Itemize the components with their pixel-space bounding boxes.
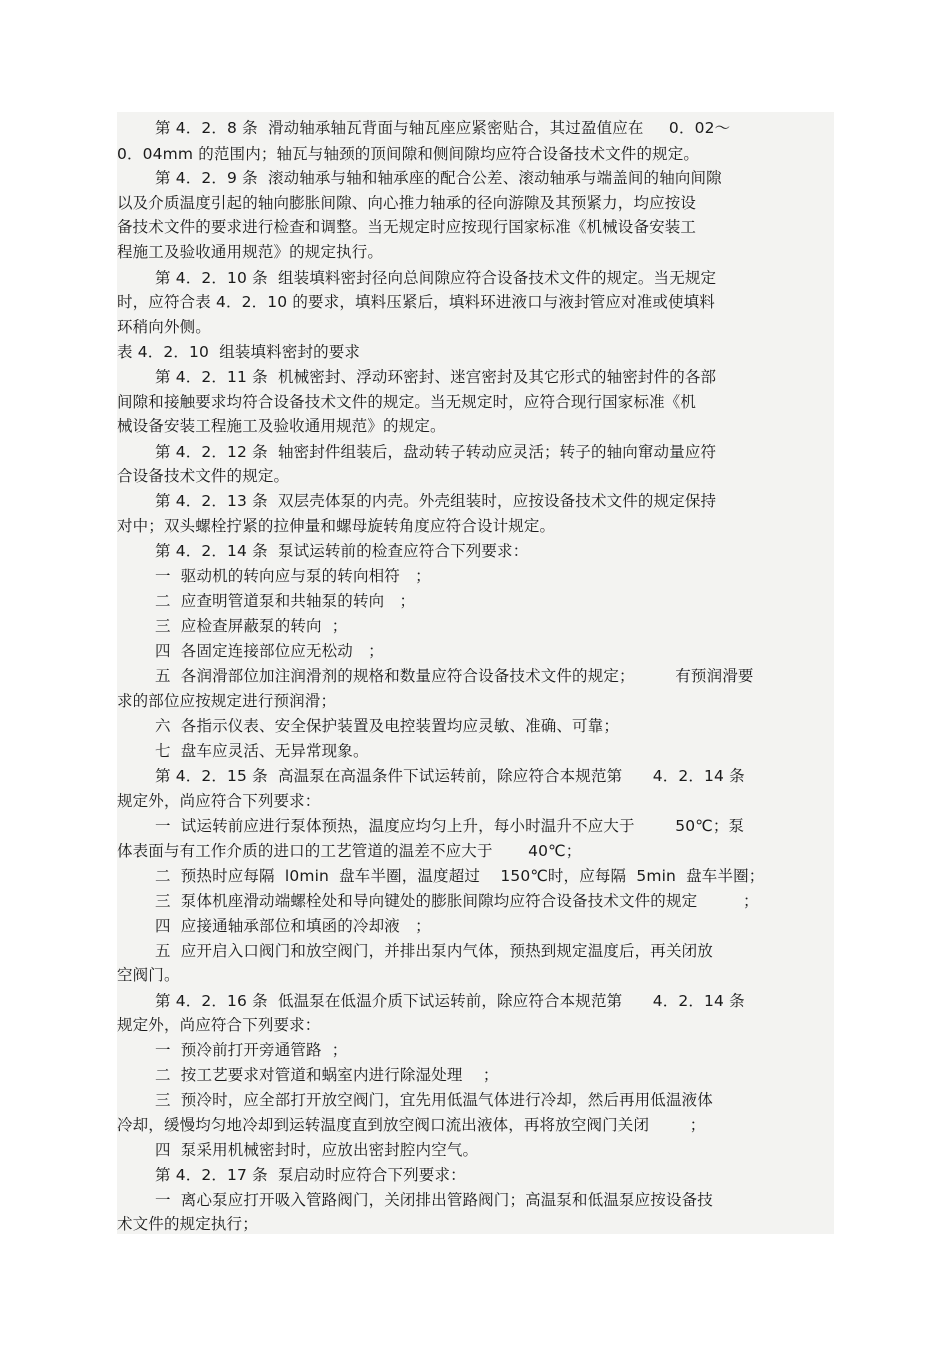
list-item: 一 试运转前应进行泵体预热，温度应均匀上升，每小时温升不应大于 50℃；泵 (155, 817, 745, 835)
table-caption: 表 4．2．10 组装填料密封的要求 (117, 343, 361, 361)
list-item: 二 按工艺要求对管道和蜗室内进行除湿处理 ； (155, 1066, 499, 1084)
text-line: 环稍向外侧。 (117, 318, 211, 336)
list-item: 七 盘车应灵活、无异常现象。 (155, 742, 369, 760)
text-line: 合设备技术文件的规定。 (117, 467, 290, 485)
list-item: 三 预冷时，应全部打开放空阀门，宜先用低温气体进行冷却，然后再用低温液体 (155, 1091, 713, 1109)
list-item: 一 驱动机的转向应与泵的转向相符 ； (155, 567, 431, 585)
list-item: 五 应开启入口阀门和放空阀门，并排出泵内气体，预热到规定温度后，再关闭放 (155, 942, 713, 960)
text-line: 求的部位应按规定进行预润滑； (117, 692, 337, 710)
text-line: 时，应符合表 4．2．10 的要求，填料压紧后，填料环进液口与液封管应对准或使填料 (117, 293, 715, 311)
list-item: 三 泵体机座滑动端螺栓处和导向键处的膨胀间隙均应符合设备技术文件的规定 ； (155, 892, 759, 910)
list-item: 四 应接通轴承部位和填函的冷却液 ； (155, 917, 431, 935)
text-line: 规定外，尚应符合下列要求： (117, 1016, 321, 1034)
text-line: 第 4．2．8 条 滑动轴承轴瓦背面与轴瓦座应紧密贴合，其过盈值应在 0．02～ (155, 119, 731, 137)
text-line: 冷却，缓慢均匀地冷却到运转温度直到放空阀口流出液体，再将放空阀门关闭 ； (117, 1116, 706, 1134)
text-line: 术文件的规定执行； (117, 1215, 258, 1233)
text-line: 对中；双头螺栓拧紧的拉伸量和螺母旋转角度应符合设计规定。 (117, 517, 556, 535)
list-item: 五 各润滑部位加注润滑剂的规格和数量应符合设备技术文件的规定； 有预润滑要 (155, 667, 754, 685)
text-line: 第 4．2．9 条 滚动轴承与轴和轴承座的配合公差、滚动轴承与端盖间的轴向间隙 (155, 169, 722, 187)
text-line: 第 4．2．10 条 组装填料密封径向总间隙应符合设备技术文件的规定。当无规定 (155, 269, 717, 287)
text-line: 第 4．2．12 条 轴密封件组装后，盘动转子转动应灵活；转子的轴向窜动量应符 (155, 443, 717, 461)
text-line: 第 4．2．11 条 机械密封、浮动环密封、迷宫密封及其它形式的轴密封件的各部 (155, 368, 717, 386)
list-item: 四 泵采用机械密封时，应放出密封腔内空气。 (155, 1141, 479, 1159)
text-line: 第 4．2．15 条 高温泵在高温条件下试运转前，除应符合本规范第 4．2．14 条 (155, 767, 745, 785)
text-line: 备技术文件的要求进行检查和调整。当无规定时应按现行国家标准《机械设备安装工 (117, 218, 697, 236)
list-item: 二 应查明管道泵和共轴泵的转向 ； (155, 592, 416, 610)
text-line: 以及介质温度引起的轴向膨胀间隙、向心推力轴承的径向游隙及其预紧力，均应按设 (117, 194, 697, 212)
text-line: 第 4．2．16 条 低温泵在低温介质下试运转前，除应符合本规范第 4．2．14 条 (155, 992, 745, 1010)
text-line: 程施工及验收通用规范》的规定执行。 (117, 243, 384, 261)
list-item: 一 离心泵应打开吸入管路阀门，关闭排出管路阀门；高温泵和低温泵应按设备技 (155, 1191, 713, 1209)
text-line: 规定外，尚应符合下列要求： (117, 792, 321, 810)
text-line: 间隙和接触要求均符合设备技术文件的规定。当无规定时，应符合现行国家标准《机 (117, 393, 697, 411)
list-item: 一 预冷前打开旁通管路 ； (155, 1041, 348, 1059)
text-line: 械设备安装工程施工及验收通用规范》的规定。 (117, 417, 446, 435)
list-item: 三 应检查屏蔽泵的转向 ； (155, 617, 348, 635)
list-item: 六 各指示仪表、安全保护装置及电控装置均应灵敏、准确、可靠； (155, 717, 620, 735)
text-line: 空阀门。 (117, 966, 180, 984)
list-item: 四 各固定连接部位应无松动 ； (155, 642, 384, 660)
text-line: 第 4．2．13 条 双层壳体泵的内壳。外壳组装时，应按设备技术文件的规定保持 (155, 492, 717, 510)
text-line: 第 4．2．14 条 泵试运转前的检查应符合下列要求： (155, 542, 529, 560)
text-line: 0．04mm 的范围内；轴瓦与轴颈的顶间隙和侧间隙均应符合设备技术文件的规定。 (117, 145, 700, 163)
text-line: 第 4．2．17 条 泵启动时应符合下列要求： (155, 1166, 466, 1184)
list-item: 二 预热时应每隔 l0min 盘车半圈，温度超过 150℃时，应每隔 5min 盘车半圈； (155, 867, 765, 885)
text-line: 体表面与有工作介质的进口的工艺管道的温差不应大于 40℃； (117, 842, 582, 860)
